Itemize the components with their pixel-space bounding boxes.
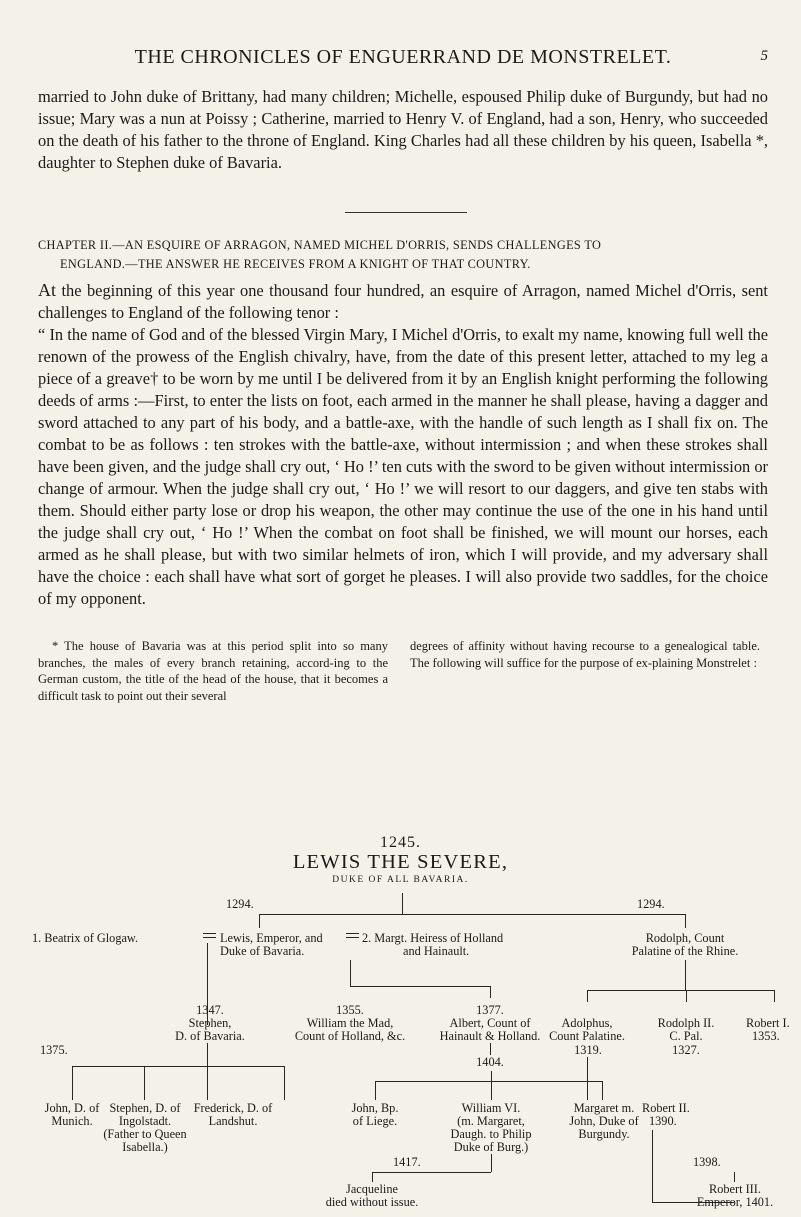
beatrix: 1. Beatrix of Glogaw. — [32, 931, 139, 945]
margaret-burgundy-line-1: Margaret m. — [573, 1101, 635, 1115]
rodolph-ii-line-2: C. Pal. — [669, 1029, 703, 1043]
year-1375: 1375. — [40, 1043, 68, 1057]
stephen-ingolstadt-line-1: Stephen, D. of — [109, 1101, 181, 1115]
frederick-line-1: Frederick, D. of — [193, 1101, 273, 1115]
robert-iii-line-1: Robert III. — [709, 1182, 761, 1196]
year-1294-right: 1294. — [637, 897, 665, 911]
genealogy-root-year: 1245. — [380, 834, 421, 851]
paragraph-lead-word: At — [38, 280, 56, 300]
genealogy-root-title: DUKE OF ALL BAVARIA. — [332, 875, 469, 885]
adolphus-line-2: Count Palatine. — [549, 1029, 625, 1043]
paragraph-intro: the beginning of this year one thousand four hundred, an esquire of Arragon, named Michel d'Orris, sent challenges to England of the following tenor : — [38, 281, 768, 322]
robert-ii-line-1-text: Robert II. — [642, 1101, 690, 1115]
chapter-heading-line-2: ENGLAND.—THE ANSWER HE RECEIVES FROM A KNIGHT OF THAT COUNTRY. — [60, 257, 531, 271]
tree-line — [734, 1172, 735, 1182]
year-1319: 1319. — [574, 1043, 602, 1057]
robert-ii-line-2: 1390. — [649, 1114, 677, 1128]
footnote-star-right: degrees of affinity without having recourse to a genealogical table. The following will suffice for the purpose of ex-plaining Monstrelet : — [410, 639, 760, 670]
margaret-burgundy-line-3: Burgundy. — [578, 1127, 630, 1141]
john-munich-line-1: John, D. of — [44, 1101, 100, 1115]
year-1347: 1347. — [196, 1003, 224, 1017]
albert-line-1: Albert, Count of — [449, 1016, 531, 1030]
stephen-ingolstadt-line-3: (Father to Queen — [103, 1127, 187, 1141]
lewis-line-2: Duke of Bavaria. — [220, 944, 305, 958]
year-1327: 1327. — [672, 1043, 700, 1057]
robert-iii-line-2: Emperor, 1401. — [696, 1195, 774, 1209]
adolphus-line-1: Adolphus, — [561, 1016, 613, 1030]
margaret-holland-line-2: and Hainault. — [403, 944, 470, 958]
stephen-ingolstadt-line-4: Isabella.) — [122, 1140, 168, 1154]
genealogy-root-name: LEWIS THE SEVERE, — [292, 851, 509, 873]
rodolph-count-line-2: Palatine of the Rhine. — [631, 944, 739, 958]
john-liege-line-1: John, Bp. — [351, 1101, 399, 1115]
page-number: 5 — [760, 48, 768, 64]
margaret-holland-line-1: 2. Margt. Heiress of Holland — [362, 931, 504, 945]
william-vi-line-4: Duke of Burg.) — [453, 1140, 529, 1154]
chapter-heading-line-1: CHAPTER II.—AN ESQUIRE OF ARRAGON, NAMED MICHEL D'ORRIS, SENDS CHALLENGES TO — [38, 238, 602, 252]
footnote-star-left: * The house of Bavaria was at this period split into so many branches, the males of every branch retaining, accord-ing to the German custom, the title of the head of the house, that it becomes a difficult task to point out their several — [38, 639, 388, 703]
year-1355: 1355. — [336, 1003, 364, 1017]
year-1377: 1377. — [476, 1003, 504, 1017]
john-munich-line-2: Munich. — [51, 1114, 93, 1128]
tree-line — [491, 1154, 492, 1172]
challenge-letter-quote: “ In the name of God and of the blessed Virgin Mary, I Michel d'Orris, to exalt my name, knowing full well the renown of the prowess of the English chivalry, have, from the date of this present letter, attached to my leg a piece of a greave† to be worn by me until I be delivered from it by an English knight performing the following deeds of arms :—First, to enter the lists on foot, each armed in the manner he shall please, having a dagger and sword attached to any part of his body, and a battle-axe, with the handle of such length as I shall fix on. The combat to be as follows : ten strokes with the battle-axe, without intermission ; and when these strokes shall have been given, and the judge shall cry out, ‘ Ho !’ ten cuts with the sword to be given without intermission or change of armour. When the judge shall cry out, ‘ Ho !’ we will resort to our daggers, and give ten stabs with them. Should either party lose or drop his weapon, the other may continue the use of the one in his hand until the judge shall cry out, ‘ Ho !’ When the combat on foot shall be finished, we will mount our horses, each armed as he shall please, but with two similar helmets of iron, which I will provide, and my adversary shall have the choice : each shall have what sort of gorget he pleases. I will also provide two saddles, for the choice of my opponent. — [38, 325, 768, 608]
stephen-bavaria-line-2: D. of Bavaria. — [175, 1029, 245, 1043]
year-1294-left: 1294. — [226, 897, 254, 911]
stephen-bavaria-line-1: Stephen, — [188, 1016, 232, 1030]
william-mad-line-2: Count of Holland, &c. — [294, 1029, 406, 1043]
william-vi-line-2: (m. Margaret, — [457, 1114, 525, 1128]
rodolph-count-line-1: Rodolph, Count — [645, 931, 725, 945]
william-vi-line-1: William VI. — [461, 1101, 521, 1115]
albert-line-2: Hainault & Holland. — [439, 1029, 541, 1043]
frederick-line-2: Landshut. — [208, 1114, 258, 1128]
jacqueline-line-1: Jacqueline — [346, 1182, 398, 1196]
year-1417: 1417. — [393, 1155, 421, 1169]
year-1398: 1398. — [693, 1155, 721, 1169]
year-1404: 1404. — [476, 1055, 504, 1069]
tree-line — [372, 1172, 491, 1173]
william-vi-line-3: Daugh. to Philip — [450, 1127, 532, 1141]
margaret-burgundy-line-2: John, Duke of — [569, 1114, 639, 1128]
tree-line — [372, 1172, 373, 1182]
jacqueline-line-2: died without issue. — [325, 1195, 419, 1209]
stephen-ingolstadt-line-2: Ingolstadt. — [118, 1114, 172, 1128]
rodolph-ii-line-1: Rodolph II. — [657, 1016, 715, 1030]
lewis-line-1: Lewis, Emperor, and — [220, 931, 323, 945]
william-mad-line-1: William the Mad, — [306, 1016, 394, 1030]
john-liege-line-2: of Liege. — [352, 1114, 398, 1128]
running-head: THE CHRONICLES OF ENGUERRAND DE MONSTRELET. — [134, 46, 672, 68]
robert-i-line-2: 1353. — [752, 1029, 780, 1043]
robert-i-line-1: Robert I. — [746, 1016, 790, 1030]
intro-paragraph: married to John duke of Brittany, had many children; Michelle, espoused Philip duke of Burgundy, but had no issue; Mary was a nun at Poissy ; Catherine, married to Henry V. of England, had a son, Henry, who succeeded on the death of his father to the throne of England. King Charles had all these children by his queen, Isabella *, daughter to Stephen duke of Bavaria. — [38, 87, 768, 172]
